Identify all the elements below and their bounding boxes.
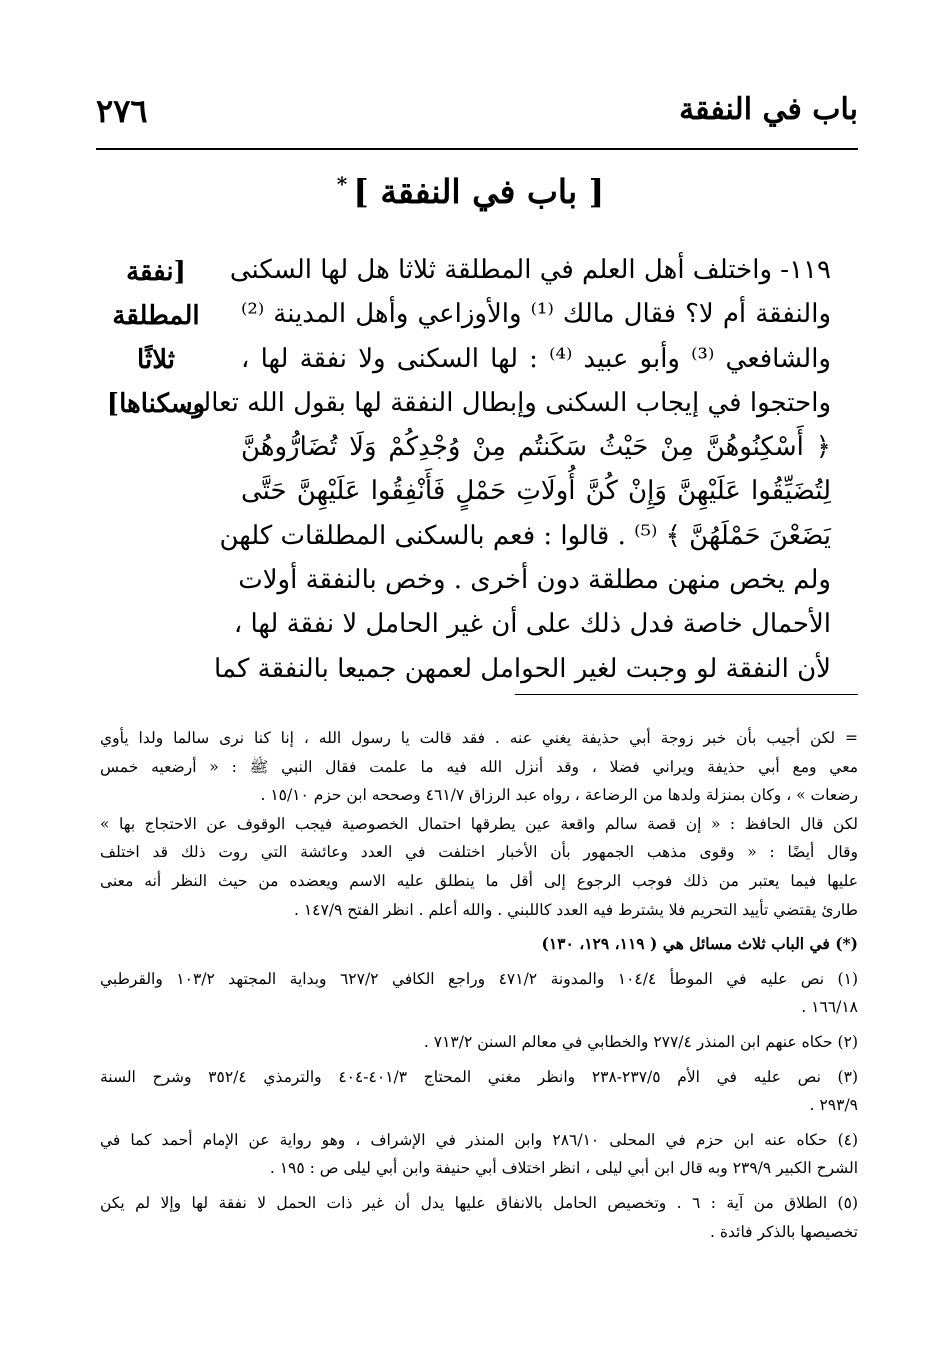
footnote-separator xyxy=(515,694,858,695)
main-text-line: واحتجوا في إيجاب السكنى وإبطال النفقة لها بقول الله تعالى xyxy=(181,387,831,418)
footnote-line: (٥) الطلاق من آية : ٦ . وتخصيص الحامل بالانفاق عليها يدل أن غير ذات الحمل لا نفقة لها وإلا لم يكن xyxy=(100,1193,858,1212)
quran-verse-line: ﴿ أَسْكِنُوهُنَّ مِنْ حَيْثُ سَكَنتُم مِنْ وُجْدِكُمْ وَلَا تُضَارُّوهُنَّ xyxy=(241,432,831,463)
footnote-line: معي ومع أبي حذيفة ويراني فضلا ، وقد أنزل الله فيه ما علمت فقال النبي ﷺ : « أرضعيه خمس xyxy=(100,757,858,776)
footnote-line: الشرح الكبير ٢٣٩/٩ وبه قال ابن أبي ليلى ، انظر اختلاف أبي حنيفة وابن أبي ليلى ص : ١٩٥ . xyxy=(269,1159,858,1178)
footnote-line: (*) في الباب ثلاث مسائل هي ( ١١٩، ١٢٩، ١٣٠) xyxy=(541,934,858,954)
footnote-line: ٢٩٣/٩ . xyxy=(809,1096,858,1115)
page-number: ٢٧٦ xyxy=(96,92,148,130)
footnote-hafiz-quote xyxy=(100,810,858,924)
main-text-line: لأن النفقة لو وجبت لغير الحوامل لعمهن جميعا بالنفقة كما xyxy=(214,653,831,684)
footnote-line: (٢) حكاه عنهم ابن المنذر ٢٧٧/٤ والخطابي في معالم السنن ٧١٣/٢ . xyxy=(423,1032,858,1051)
main-text xyxy=(181,248,832,691)
footnote-line: لكن قال الحافظ : « إن قصة سالم واقعة عين يطرقها احتمال الخصوصية فيجب الوقوف عن الاحتجاج بها » xyxy=(100,814,858,833)
footnote-line: (٤) حكاه عنه ابن حزم في المحلى ٢٨٦/١٠ وابن المنذر في الإشراف ، وهو رواية عن الإمام أحمد كما في xyxy=(100,1130,859,1149)
footnote-line: عليها فيما يعتبر من ذلك فوجب الرجوع إلى أقل ما ينطلق عليه الاسم ويعضده من حيث النظر أنه معنى xyxy=(100,871,858,890)
footnote-line: (١) نص عليه في الموطأ ١٠٤/٤ والمدونة ٤٧١/٢ وراجع الكافي ٦٢٧/٢ وبداية المجتهد ١٠٣/٢ والقرطبي xyxy=(100,969,858,988)
chapter-title-text: [ باب في النفقة ] xyxy=(353,172,605,211)
side-heading-line: وسكناها] xyxy=(106,389,206,419)
main-text-line: يَضَعْنَ حَمْلَهُنَّ ﴾ ⁽⁵⁾ . قالوا : فعم بالسكنى المطلقات كلهن xyxy=(219,520,831,551)
footnote-line: طارئ يقتضي تأييد التحريم فلا يشترط فيه العدد كاللبني . والله أعلم . انظر الفتح ١٤٧/٩ . xyxy=(293,900,858,919)
footnote-line: وقال أيضًا : « وقوى مذهب الجمهور بأن الأخبار اختلفت في العدد وعائشة التي روت ذلك قد اختلف xyxy=(100,843,858,862)
footnote-line: = لكن أجيب بأن خبر زوجة أبي حذيفة يغني عنه . فقد قالت يا رسول الله ، إنا كنا نرى سالما ولدا يأوي xyxy=(100,729,858,747)
footnote-4 xyxy=(100,1126,858,1183)
main-text-line: والنفقة أم لا؟ فقال مالك ⁽¹⁾ والأوزاعي وأهل المدينة ⁽²⁾ xyxy=(241,299,832,330)
footnotes xyxy=(100,724,858,1246)
main-text-line: الأحمال خاصة فدل ذلك على أن غير الحامل لا نفقة لها ، xyxy=(233,609,831,640)
main-text-line: والشافعي ⁽³⁾ وأبو عبيد ⁽⁴⁾ : لها السكنى ولا نفقة لها ، xyxy=(241,343,831,374)
side-heading-line: [نفقة المطلقة xyxy=(112,257,200,331)
side-heading-line: ثلاثًا xyxy=(137,345,175,375)
running-header xyxy=(96,92,858,150)
footnote-continuation xyxy=(100,724,858,810)
chapter-note-mark: * xyxy=(336,172,348,196)
footnote-star xyxy=(100,930,858,959)
footnote-3 xyxy=(100,1063,858,1120)
footnote-5 xyxy=(100,1189,858,1246)
quran-verse-line: لِتُضَيِّقُوا عَلَيْهِنَّ وَإِنْ كُنَّ أُولَاتِ حَمْلٍ فَأَنْفِقُوا عَلَيْهِنَّ حَتَّى xyxy=(241,476,831,507)
footnote-line: (٣) نص عليه في الأم ٢٣٧/٥-٢٣٨ وانظر مغني المحتاج ٤٠١/٣-٤٠٤ والترمذي ٣٥٢/٤ وشرح السنة xyxy=(100,1067,858,1086)
footnote-line: ١٦٦/١٨ . xyxy=(801,998,858,1017)
footnote-line: تخصيصها بالذكر فائدة . xyxy=(710,1222,858,1241)
main-text-line: ١١٩- واختلف أهل العلم في المطلقة ثلاثا هل لها السكنى xyxy=(229,255,831,285)
footnote-1 xyxy=(100,965,858,1022)
main-text-line: ولم يخص منهن مطلقة دون أخرى . وخص بالنفقة أولات xyxy=(238,565,831,596)
footnote-line: رضعات » ، وكان بمنزلة ولدها من الرضاعة ، رواه عبد الرزاق ٤٦١/٧ وصححه ابن حزم ١٥/١٠ . xyxy=(260,786,858,805)
header-title: باب في النفقة xyxy=(679,92,858,127)
footnote-2 xyxy=(100,1028,858,1057)
chapter-title xyxy=(0,172,941,211)
